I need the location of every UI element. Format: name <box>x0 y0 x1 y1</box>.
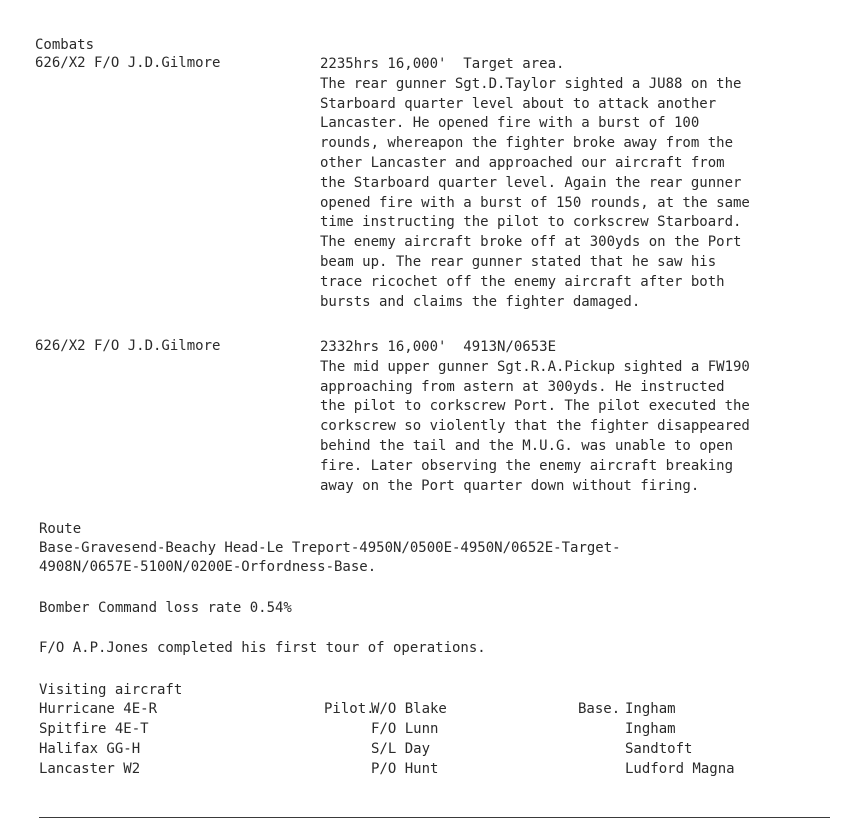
combat-1-line: bursts and claims the fighter damaged. <box>320 293 641 310</box>
combat-1-line: the Starboard quarter level. Again the rear gunner <box>320 174 742 191</box>
visiting-aircraft-name: Hurricane 4E-R <box>39 701 158 717</box>
visiting-pilot-name: S/L Day <box>371 741 431 757</box>
combat-2-line: corkscrew so violently that the fighter disappeared <box>320 418 750 435</box>
visiting-base-name: Ingham <box>625 721 676 737</box>
combat-1-line: The rear gunner Sgt.D.Taylor sighted a JU88 on the <box>320 75 742 92</box>
base-prefix: Base. <box>578 701 621 717</box>
combat-2-line: the pilot to corkscrew Port. The pilot executed the <box>320 398 750 415</box>
combat-2-line: approaching from astern at 300yds. He instructed <box>320 378 725 395</box>
visiting-pilot-name: F/O Lunn <box>371 721 439 737</box>
visiting-heading: Visiting aircraft <box>39 682 183 698</box>
tour-note-text: F/O A.P.Jones completed his first tour of operations. <box>39 640 486 656</box>
combat-1-line: Starboard quarter level about to attack another <box>320 95 717 112</box>
combat-2-narrative <box>320 338 840 496</box>
combat-2-line: away on the Port quarter down without firing. <box>320 477 700 494</box>
combat-1-line: other Lancaster and approached our aircraft from <box>320 154 725 171</box>
visiting-pilot-name: P/O Hunt <box>371 761 439 777</box>
combat-2-aircraft: 626/X2 F/O J.D.Gilmore <box>35 338 221 354</box>
combat-1-line: Lancaster. He opened fire with a burst of 100 <box>320 115 700 132</box>
combat-2-line: fire. Later observing the enemy aircraft breaking <box>320 457 734 474</box>
combat-1-narrative <box>320 55 840 312</box>
combat-2-line: 2332hrs 16,000' 4913N/0653E <box>320 339 557 355</box>
bottom-divider <box>39 817 830 818</box>
visiting-base-name: Ingham <box>625 701 676 717</box>
combat-2-line: The mid upper gunner Sgt.R.A.Pickup sighted a FW190 <box>320 358 750 375</box>
combat-1-line: opened fire with a burst of 150 rounds, at the same <box>320 194 750 211</box>
pilot-prefix: Pilot. <box>324 701 375 717</box>
combat-1-line: 2235hrs 16,000' Target area. <box>320 56 565 72</box>
combats-heading: Combats <box>35 37 95 53</box>
combat-2-line: behind the tail and the M.U.G. was unable to open <box>320 437 734 454</box>
route-line: Base-Gravesend-Beachy Head-Le Treport-4950N/0500E-4950N/0652E-Target- <box>39 540 621 556</box>
combat-1-line: time instructing the pilot to corkscrew Starboard. <box>320 214 742 231</box>
combat-1-line: rounds, whereapon the fighter broke away from the <box>320 135 734 152</box>
route-line: 4908N/0657E-5100N/0200E-Orfordness-Base. <box>39 559 377 575</box>
route-heading: Route <box>39 521 82 537</box>
combat-1-line: The enemy aircraft broke off at 300yds on the Port <box>320 234 742 251</box>
combat-1-aircraft: 626/X2 F/O J.D.Gilmore <box>35 55 221 71</box>
visiting-aircraft-name: Spitfire 4E-T <box>39 721 149 737</box>
visiting-aircraft-name: Lancaster W2 <box>39 761 141 777</box>
loss-rate-text: Bomber Command loss rate 0.54% <box>39 600 292 616</box>
visiting-base-name: Ludford Magna <box>625 761 735 777</box>
visiting-pilot-name: W/O Blake <box>371 701 447 717</box>
visiting-base-name: Sandtoft <box>625 741 693 757</box>
combat-1-line: beam up. The rear gunner stated that he saw his <box>320 253 717 270</box>
combat-1-line: trace ricochet off the enemy aircraft after both <box>320 273 725 290</box>
visiting-aircraft-name: Halifax GG-H <box>39 741 141 757</box>
